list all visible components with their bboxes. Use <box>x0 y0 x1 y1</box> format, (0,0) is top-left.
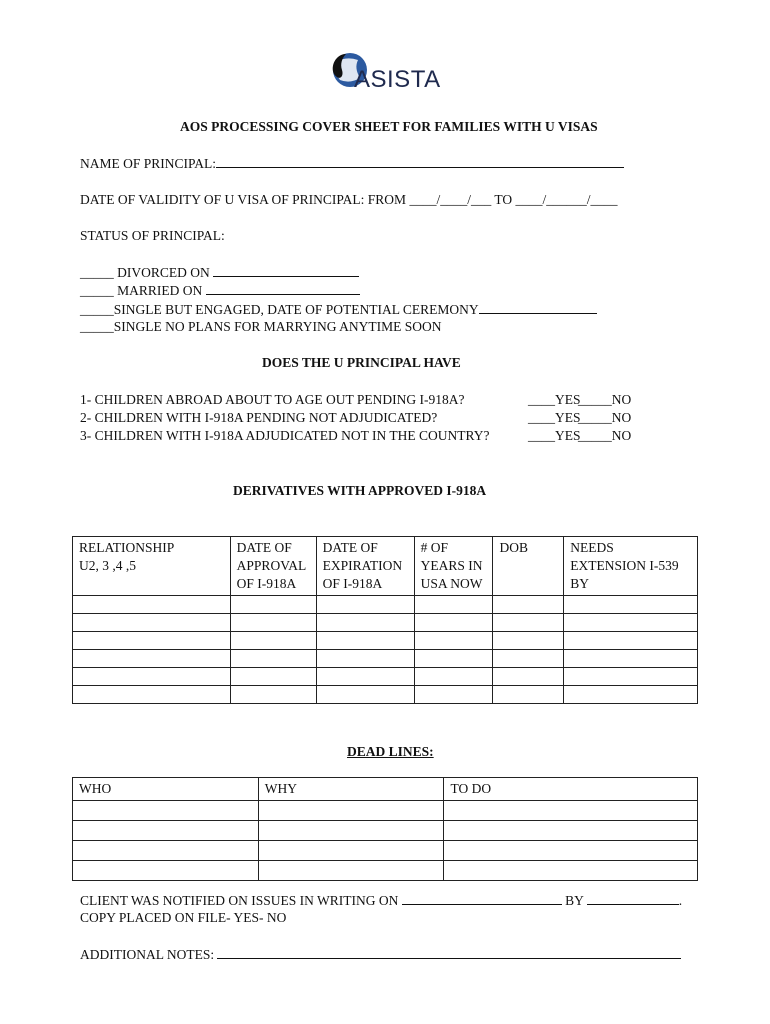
table-row <box>73 614 698 632</box>
table-cell[interactable] <box>493 596 564 614</box>
table-cell[interactable] <box>230 668 316 686</box>
header-date-approval: DATE OF APPROVAL OF I-918A <box>230 537 316 596</box>
status-option-label: SINGLE NO PLANS FOR MARRYING ANYTIME SOON <box>113 319 442 334</box>
header-years-in-usa: # OF YEARS IN USA NOW <box>414 537 493 596</box>
deadlines-header-row <box>73 778 698 801</box>
table-cell[interactable] <box>316 614 414 632</box>
table-row <box>73 841 698 861</box>
married-date-field[interactable] <box>206 282 360 295</box>
question-2-no[interactable]: _____NO <box>578 410 632 425</box>
table-cell[interactable] <box>564 650 698 668</box>
table-cell[interactable] <box>258 861 444 881</box>
table-cell[interactable] <box>493 632 564 650</box>
table-cell[interactable] <box>414 632 493 650</box>
table-cell[interactable] <box>73 821 259 841</box>
status-option-married <box>80 282 360 299</box>
table-cell[interactable] <box>493 650 564 668</box>
table-cell[interactable] <box>564 686 698 704</box>
validity-label: DATE OF VALIDITY OF U VISA OF PRINCIPAL: FROM <box>80 192 407 207</box>
copy-placed-on-file: COPY PLACED ON FILE- YES- NO <box>80 910 287 925</box>
header-why: WHY <box>258 778 444 801</box>
table-cell[interactable] <box>564 596 698 614</box>
table-row <box>73 632 698 650</box>
derivatives-table <box>72 536 698 704</box>
additional-notes-label: ADDITIONAL NOTES: <box>80 947 215 962</box>
status-checkbox-line[interactable]: _____ <box>80 283 114 298</box>
deadlines-table <box>72 777 698 881</box>
table-cell[interactable] <box>564 614 698 632</box>
table-row <box>73 801 698 821</box>
table-cell[interactable] <box>230 686 316 704</box>
table-cell[interactable] <box>493 686 564 704</box>
page-title: AOS PROCESSING COVER SHEET FOR FAMILIES WITH U VISAS <box>180 119 598 134</box>
table-row <box>73 821 698 841</box>
table-cell[interactable] <box>414 596 493 614</box>
table-cell[interactable] <box>258 821 444 841</box>
table-cell[interactable] <box>414 650 493 668</box>
validity-to-label: TO <box>494 192 513 207</box>
table-cell[interactable] <box>444 861 698 881</box>
header-needs-extension: NEEDS EXTENSION I-539 BY <box>564 537 698 596</box>
name-of-principal-field[interactable] <box>216 155 624 168</box>
table-row <box>73 650 698 668</box>
additional-notes-row <box>80 946 681 963</box>
status-checkbox-line[interactable]: _____ <box>80 319 114 334</box>
question-3: 3- CHILDREN WITH I-918A ADJUDICATED NOT IN THE COUNTRY? <box>80 428 490 443</box>
table-cell[interactable] <box>73 632 231 650</box>
divorced-date-field[interactable] <box>213 264 359 277</box>
header-to-do: TO DO <box>444 778 698 801</box>
question-1-yes[interactable]: ____YES <box>528 392 581 407</box>
period: . <box>678 893 683 908</box>
question-3-no[interactable]: _____NO <box>578 428 632 443</box>
table-cell[interactable] <box>493 668 564 686</box>
status-option-label: SINGLE BUT ENGAGED, DATE OF POTENTIAL CEREMONY <box>113 302 479 317</box>
ceremony-date-field[interactable] <box>479 301 597 314</box>
table-cell[interactable] <box>73 686 231 704</box>
deadlines-heading: DEAD LINES: <box>347 744 434 759</box>
table-cell[interactable] <box>73 614 231 632</box>
table-cell[interactable] <box>73 861 259 881</box>
name-of-principal-label: NAME OF PRINCIPAL: <box>80 156 217 171</box>
table-cell[interactable] <box>230 650 316 668</box>
table-cell[interactable] <box>564 632 698 650</box>
table-cell[interactable] <box>73 596 231 614</box>
client-notified-label: CLIENT WAS NOTIFIED ON ISSUES IN WRITING ON <box>80 893 399 908</box>
table-cell[interactable] <box>258 801 444 821</box>
table-cell[interactable] <box>316 650 414 668</box>
notified-by-field[interactable] <box>587 892 679 905</box>
table-cell[interactable] <box>444 841 698 861</box>
additional-notes-field[interactable] <box>217 946 681 959</box>
question-3-yes[interactable]: ____YES <box>528 428 581 443</box>
status-option-single <box>80 319 442 335</box>
table-cell[interactable] <box>414 668 493 686</box>
derivatives-heading: DERIVATIVES WITH APPROVED I-918A <box>233 483 487 498</box>
table-cell[interactable] <box>316 686 414 704</box>
client-notified-row <box>80 892 682 909</box>
logo-text: ASISTA <box>354 66 441 93</box>
table-cell[interactable] <box>414 686 493 704</box>
table-cell[interactable] <box>73 801 259 821</box>
table-cell[interactable] <box>258 841 444 861</box>
derivatives-header-row <box>73 537 698 596</box>
question-2: 2- CHILDREN WITH I-918A PENDING NOT ADJUDICATED? <box>80 410 438 425</box>
table-cell[interactable] <box>316 668 414 686</box>
does-principal-have-heading: DOES THE U PRINCIPAL HAVE <box>262 355 461 370</box>
table-row <box>73 596 698 614</box>
table-cell[interactable] <box>230 614 316 632</box>
status-label: STATUS OF PRINCIPAL: <box>80 228 225 243</box>
by-label: BY <box>565 893 584 908</box>
table-row <box>73 686 698 704</box>
validity-row <box>80 192 618 208</box>
table-cell[interactable] <box>493 614 564 632</box>
table-cell[interactable] <box>73 841 259 861</box>
status-option-divorced <box>80 264 359 281</box>
status-checkbox-line[interactable]: _____ <box>80 302 114 317</box>
table-cell[interactable] <box>316 596 414 614</box>
table-row <box>73 668 698 686</box>
header-dob: DOB <box>493 537 564 596</box>
question-2-yes[interactable]: ____YES <box>528 410 581 425</box>
asista-logo <box>326 48 461 96</box>
table-cell[interactable] <box>230 596 316 614</box>
header-relationship: RELATIONSHIP U2, 3 ,4 ,5 <box>73 537 231 596</box>
table-row <box>73 861 698 881</box>
validity-to-field[interactable]: ____/______/____ <box>515 192 618 207</box>
table-cell[interactable] <box>316 632 414 650</box>
table-cell[interactable] <box>73 650 231 668</box>
status-checkbox-line[interactable]: _____ <box>80 265 114 280</box>
table-cell[interactable] <box>444 821 698 841</box>
validity-from-field[interactable]: ____/____/___ <box>409 192 492 207</box>
notified-date-field[interactable] <box>402 892 562 905</box>
status-option-label: MARRIED ON <box>117 283 203 298</box>
status-option-label: DIVORCED ON <box>117 265 210 280</box>
name-of-principal-row <box>80 155 624 172</box>
table-cell[interactable] <box>414 614 493 632</box>
header-date-expiration: DATE OF EXPIRATION OF I-918A <box>316 537 414 596</box>
question-1-no[interactable]: _____NO <box>578 392 632 407</box>
status-option-engaged <box>80 301 597 318</box>
table-cell[interactable] <box>73 668 231 686</box>
question-1: 1- CHILDREN ABROAD ABOUT TO AGE OUT PENDING I-918A? <box>80 392 465 407</box>
table-cell[interactable] <box>230 632 316 650</box>
table-cell[interactable] <box>444 801 698 821</box>
header-who: WHO <box>73 778 259 801</box>
table-cell[interactable] <box>564 668 698 686</box>
